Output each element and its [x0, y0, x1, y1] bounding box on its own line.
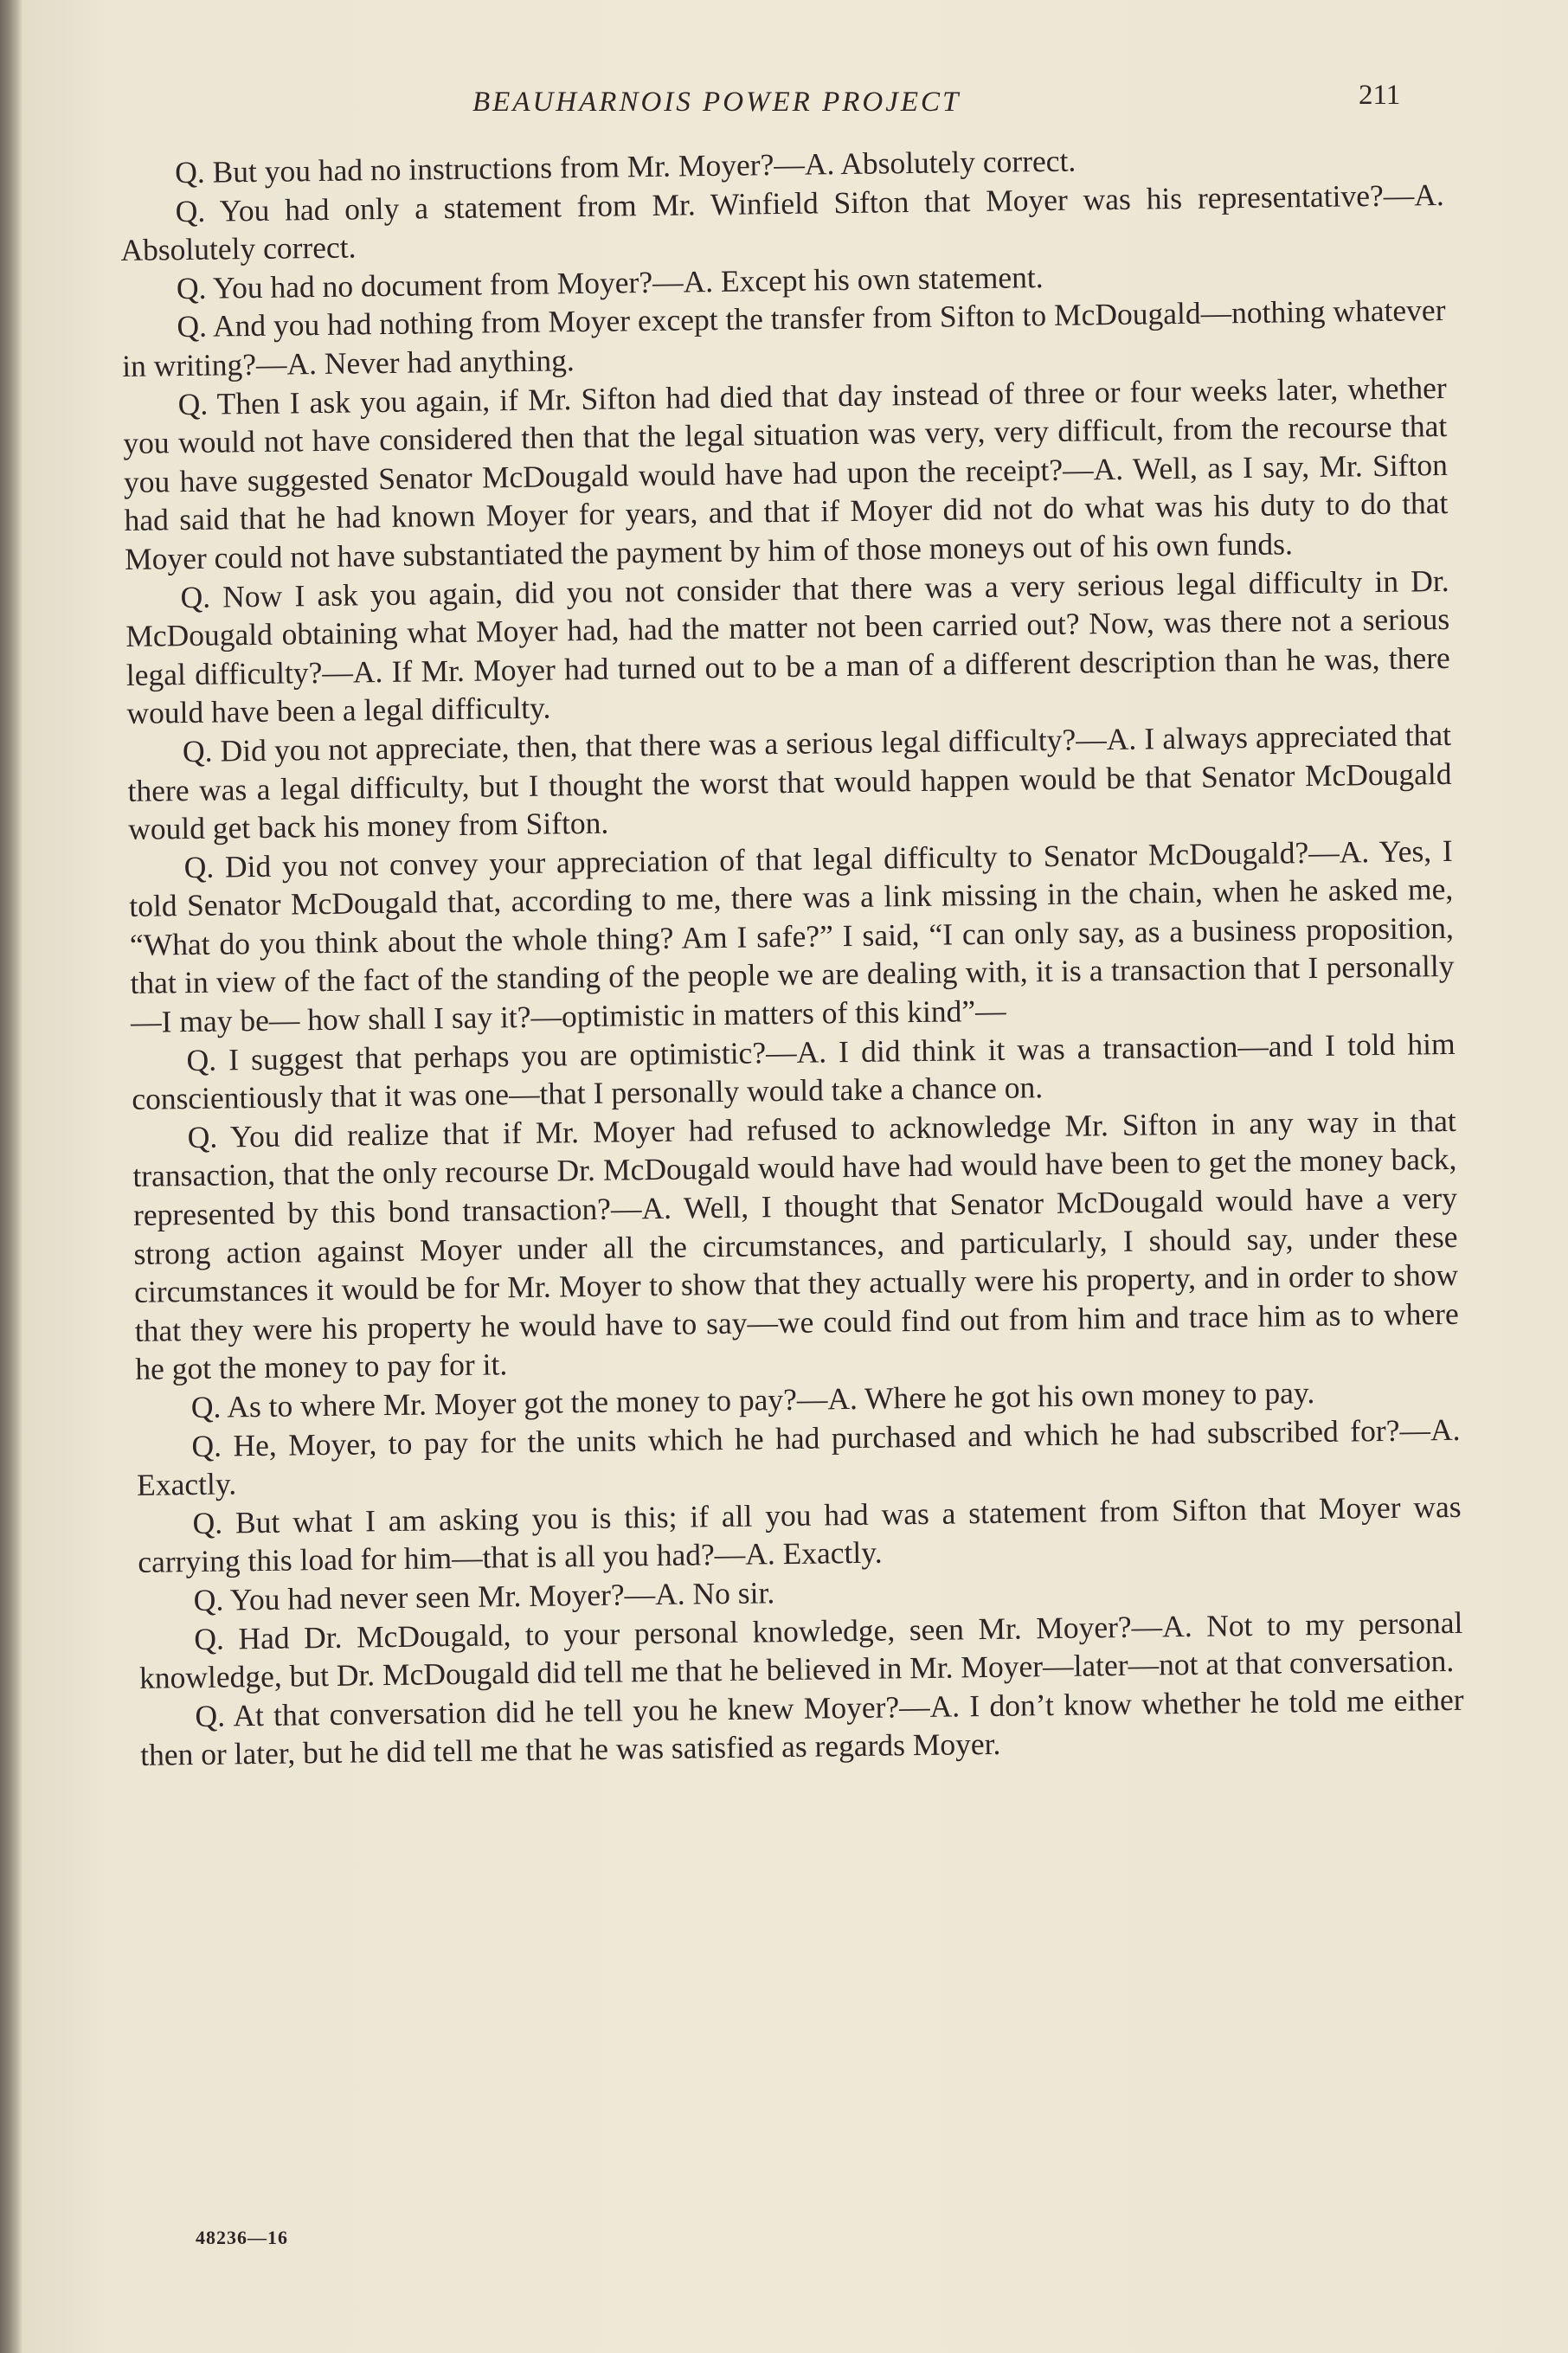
- paragraph: Q. Did you not convey your appreciation of that legal difficulty to Senator McDougald?—A. Yes, I told Senator McDougald that, according to me, there was a link missing in the chain, when he asked me, “What do you think about the whole thing? Am I safe?” I said, “I can only say, as a business proposition, that in view of the fact of the standing of the people we are dealing with, it is a transaction that I personally—I may be— how shall I say it?—optimistic in matters of this kind”—: [129, 833, 1455, 1039]
- paragraph: Q. Had Dr. McDougald, to your personal knowledge, seen Mr. Moyer?—A. Not to my personal knowledge, but Dr. McDougald did tell me that he believed in Mr. Moyer—later—not at that conversation.: [138, 1604, 1463, 1696]
- paragraph: Q. You had never seen Mr. Moyer?—A. No sir.: [193, 1575, 775, 1617]
- paragraph: Q. You had only a statement from Mr. Winfield Sifton that Moyer was his representative?—A. Absolutely correct.: [120, 177, 1445, 268]
- paragraph: Q. You had no document from Moyer?—A. Except his own statement.: [176, 259, 1044, 305]
- paragraph: Q. Did you not appreciate, then, that there was a serious legal difficulty?—A. I always appreciated that there was a legal difficulty, but I thought the worst that would happen would be that Senator McDougald would get back his money from Sifton.: [127, 717, 1452, 847]
- paragraph: Q. But what I am asking you is this; if all you had was a statement from Sifton that Moyer was carrying this load for him—that is all you had?—A. Exactly.: [138, 1488, 1462, 1580]
- book-gutter: [0, 0, 22, 2353]
- paragraph: Q. And you had nothing from Moyer except the transfer from Sifton to McDougald—nothing whatever in writing?—A. Never had anything.: [121, 293, 1446, 383]
- paragraph: Q. But you had no instructions from Mr. Moyer?—A. Absolutely correct.: [174, 143, 1076, 190]
- printer-code: 48236—16: [196, 2227, 288, 2248]
- paragraph: Q. You did realize that if Mr. Moyer had refused to acknowledge Mr. Sifton in any way in that transaction, that the only recourse Dr. McDougald would have had would have been to get the money back, represented by this bond transaction?—A. Well, I thought that Senator McDougald would have a very strong action against Moyer under all the circumstances, and particularly, I should say, under these circumstances it would be for Mr. Moyer to show that they actually were his property, and in order to show that they were his property he would have to say—we could find out from him and trace him as to where he got the money to pay for it.: [132, 1103, 1459, 1387]
- paragraph: Q. Now I ask you again, did you not consider that there was a very serious legal difficulty in Dr. McDougald obtaining what Moyer had, had the matter not been carried out? Now, was there not a serious legal difficulty?—A. If Mr. Moyer had turned out to be a man of a different description than he was, there would have been a legal difficulty.: [125, 563, 1451, 731]
- paragraph: Q. As to where Mr. Moyer got the money to pay?—A. Where he got his own money to pay.: [190, 1375, 1315, 1425]
- document-page: [22, 0, 1568, 2353]
- running-head: BEAUHARNOIS POWER PROJECT: [472, 87, 961, 118]
- page-number: 211: [1359, 80, 1401, 111]
- testimony-body: [119, 137, 1464, 1775]
- paragraph: Q. He, Moyer, to pay for the units which he had purchased and which he had subscribed for?—A. Exactly.: [136, 1411, 1461, 1503]
- paragraph: Q. Then I ask you again, if Mr. Sifton had died that day instead of three or four weeks later, whether you would not have considered then that the legal situation was very, very difficult, from the recourse that you have suggested Senator McDougald would have had upon the receipt?—A. Well, as I say, Mr. Sifton had said that he had known Moyer for years, and that if Moyer did not do what was his duty to do that Moyer could not have substantiated the payment by him of those moneys out of his own funds.: [123, 370, 1449, 576]
- paragraph: Q. At that conversation did he tell you he knew Moyer?—A. I don’t know whether he told me either then or later, but he did tell me that he was satisfied as regards Moyer.: [139, 1681, 1464, 1773]
- paragraph: Q. I suggest that perhaps you are optimistic?—A. I did think it was a transaction—and I told him conscientiously that it was one—that I personally would take a chance on.: [132, 1025, 1456, 1117]
- page-header: [22, 80, 1568, 132]
